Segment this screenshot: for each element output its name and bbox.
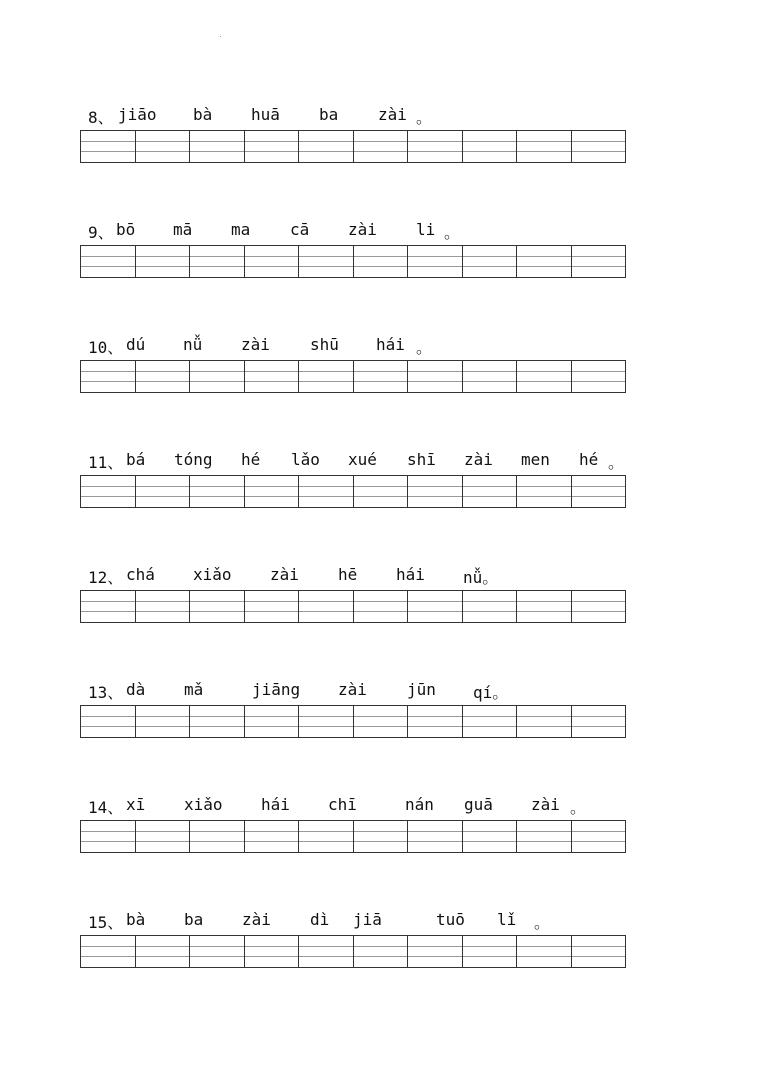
writing-cell[interactable] [463, 821, 518, 852]
pinyin-word: huā [251, 105, 280, 124]
pinyin-line [80, 795, 626, 817]
writing-cell[interactable] [245, 821, 300, 852]
writing-cell[interactable] [136, 361, 191, 392]
pinyin-line [80, 910, 626, 932]
writing-cell[interactable] [136, 821, 191, 852]
writing-cell[interactable] [299, 936, 354, 967]
writing-cell[interactable] [136, 706, 191, 737]
exercise-12 [80, 565, 626, 587]
pinyin-word: jiāng [252, 680, 301, 699]
writing-cell[interactable] [81, 476, 136, 507]
writing-grid [80, 245, 626, 278]
writing-cell[interactable] [245, 131, 300, 162]
pinyin-line [80, 680, 626, 702]
writing-cell[interactable] [572, 246, 626, 277]
exercise-number: 12、 [88, 568, 124, 587]
pinyin-word: hái [376, 335, 405, 354]
exercise-number: 15、 [88, 913, 124, 932]
writing-cell[interactable] [517, 821, 572, 852]
writing-cell[interactable] [190, 821, 245, 852]
exercise-number: 11、 [88, 453, 124, 472]
pinyin-word: zài [348, 220, 377, 239]
pinyin-word: hái [261, 795, 290, 814]
writing-cell[interactable] [136, 936, 191, 967]
writing-cell[interactable] [463, 361, 518, 392]
writing-cell[interactable] [190, 361, 245, 392]
pinyin-word: nán [405, 795, 434, 814]
pinyin-word: hé [579, 450, 599, 469]
writing-cell[interactable] [408, 476, 463, 507]
pinyin-word: 。 [416, 108, 433, 127]
writing-cell[interactable] [517, 476, 572, 507]
writing-cell[interactable] [136, 591, 191, 622]
pinyin-word: qí。 [473, 683, 509, 702]
writing-cell[interactable] [81, 246, 136, 277]
exercise-number: 10、 [88, 338, 124, 357]
writing-grid [80, 820, 626, 853]
writing-cell[interactable] [408, 706, 463, 737]
pinyin-line [80, 565, 626, 587]
writing-cell[interactable] [572, 591, 626, 622]
writing-cell[interactable] [572, 361, 626, 392]
exercise-9 [80, 220, 626, 242]
writing-cell[interactable] [245, 246, 300, 277]
pinyin-word: hé [241, 450, 261, 469]
writing-cell[interactable] [299, 361, 354, 392]
pinyin-word: jiā [353, 910, 382, 929]
pinyin-word: xiǎo [193, 565, 232, 584]
pinyin-word: li [416, 220, 436, 239]
writing-cell[interactable] [354, 821, 409, 852]
pinyin-word: bá [126, 450, 146, 469]
writing-cell[interactable] [81, 821, 136, 852]
pinyin-word: 。 [416, 338, 433, 357]
writing-cell[interactable] [354, 936, 409, 967]
exercise-14 [80, 795, 626, 817]
pinyin-word: 。 [570, 798, 587, 817]
pinyin-word: men [521, 450, 550, 469]
writing-cell[interactable] [517, 706, 572, 737]
writing-cell[interactable] [463, 131, 518, 162]
pinyin-word: zài [338, 680, 367, 699]
pinyin-word: zài [242, 910, 271, 929]
pinyin-word: bà [126, 910, 146, 929]
writing-grid [80, 705, 626, 738]
writing-cell[interactable] [517, 591, 572, 622]
pinyin-word: mā [173, 220, 193, 239]
exercise-8 [80, 105, 626, 127]
pinyin-word: cā [290, 220, 310, 239]
pinyin-word: 。 [444, 223, 461, 242]
pinyin-word: xué [348, 450, 377, 469]
pinyin-word: nǚ [183, 335, 203, 354]
pinyin-word: guā [464, 795, 493, 814]
pinyin-word: dà [126, 680, 146, 699]
pinyin-word: shū [310, 335, 339, 354]
writing-cell[interactable] [354, 131, 409, 162]
pinyin-word: tuō [436, 910, 465, 929]
writing-cell[interactable] [463, 706, 518, 737]
writing-cell[interactable] [299, 821, 354, 852]
writing-cell[interactable] [299, 131, 354, 162]
pinyin-line [80, 105, 626, 127]
writing-cell[interactable] [190, 706, 245, 737]
writing-cell[interactable] [299, 246, 354, 277]
exercise-number: 9、 [88, 223, 114, 242]
pinyin-word: mǎ [184, 680, 204, 699]
pinyin-word: ba [319, 105, 339, 124]
exercise-number: 14、 [88, 798, 124, 817]
pinyin-line [80, 335, 626, 357]
pinyin-line [80, 220, 626, 242]
pinyin-word: nǚ。 [463, 568, 499, 587]
pinyin-word: bà [193, 105, 213, 124]
pinyin-word: dú [126, 335, 146, 354]
writing-cell[interactable] [81, 361, 136, 392]
writing-cell[interactable] [136, 246, 191, 277]
pinyin-line [80, 450, 626, 472]
writing-cell[interactable] [408, 821, 463, 852]
pinyin-word: jiāo [118, 105, 157, 124]
writing-cell[interactable] [190, 591, 245, 622]
exercise-13 [80, 680, 626, 702]
writing-cell[interactable] [81, 131, 136, 162]
writing-cell[interactable] [299, 476, 354, 507]
writing-cell[interactable] [408, 936, 463, 967]
writing-cell[interactable] [354, 361, 409, 392]
pinyin-word: zài [531, 795, 560, 814]
writing-cell[interactable] [408, 361, 463, 392]
writing-cell[interactable] [354, 246, 409, 277]
exercise-10 [80, 335, 626, 357]
writing-cell[interactable] [190, 246, 245, 277]
writing-cell[interactable] [572, 936, 626, 967]
writing-cell[interactable] [245, 361, 300, 392]
writing-cell[interactable] [408, 131, 463, 162]
writing-cell[interactable] [517, 361, 572, 392]
pinyin-word: zài [464, 450, 493, 469]
pinyin-word: ba [184, 910, 204, 929]
writing-grid [80, 475, 626, 508]
writing-grid [80, 360, 626, 393]
writing-cell[interactable] [190, 131, 245, 162]
exercise-11 [80, 450, 626, 472]
pinyin-word: dì [310, 910, 330, 929]
pinyin-word: zài [270, 565, 299, 584]
pinyin-word: ma [231, 220, 251, 239]
pinyin-word: tóng [174, 450, 213, 469]
writing-cell[interactable] [408, 246, 463, 277]
pinyin-word: 。 [534, 913, 551, 932]
pinyin-word: hē [338, 565, 358, 584]
writing-cell[interactable] [190, 476, 245, 507]
exercise-15 [80, 910, 626, 932]
writing-cell[interactable] [517, 936, 572, 967]
writing-cell[interactable] [354, 706, 409, 737]
pinyin-word: jūn [407, 680, 436, 699]
pinyin-word: chī [328, 795, 357, 814]
writing-cell[interactable] [463, 476, 518, 507]
writing-cell[interactable] [408, 591, 463, 622]
writing-cell[interactable] [299, 591, 354, 622]
writing-cell[interactable] [354, 476, 409, 507]
writing-grid [80, 935, 626, 968]
writing-cell[interactable] [354, 591, 409, 622]
pinyin-word: hái [396, 565, 425, 584]
pinyin-word: lǎo [291, 450, 320, 469]
writing-cell[interactable] [245, 591, 300, 622]
writing-cell[interactable] [81, 936, 136, 967]
writing-cell[interactable] [245, 936, 300, 967]
writing-cell[interactable] [81, 706, 136, 737]
exercise-number: 8、 [88, 108, 114, 127]
writing-cell[interactable] [136, 131, 191, 162]
writing-cell[interactable] [572, 706, 626, 737]
writing-cell[interactable] [572, 821, 626, 852]
pinyin-word: lǐ [497, 910, 517, 929]
writing-grid [80, 130, 626, 163]
exercise-number: 13、 [88, 683, 124, 702]
writing-cell[interactable] [245, 476, 300, 507]
writing-cell[interactable] [190, 936, 245, 967]
writing-cell[interactable] [517, 246, 572, 277]
pinyin-word: zài [241, 335, 270, 354]
pinyin-word: chá [126, 565, 155, 584]
writing-cell[interactable] [299, 706, 354, 737]
writing-cell[interactable] [245, 706, 300, 737]
writing-cell[interactable] [517, 131, 572, 162]
writing-grid [80, 590, 626, 623]
writing-cell[interactable] [463, 591, 518, 622]
writing-cell[interactable] [81, 591, 136, 622]
writing-cell[interactable] [572, 131, 626, 162]
writing-cell[interactable] [463, 246, 518, 277]
pinyin-word: shī [407, 450, 436, 469]
writing-cell[interactable] [572, 476, 626, 507]
pinyin-word: zài [378, 105, 407, 124]
writing-cell[interactable] [463, 936, 518, 967]
pinyin-word: xī [126, 795, 146, 814]
writing-cell[interactable] [136, 476, 191, 507]
pinyin-word: bō [116, 220, 136, 239]
pinyin-word: 。 [608, 453, 625, 472]
pinyin-word: xiǎo [184, 795, 223, 814]
stray-dot [220, 36, 221, 37]
